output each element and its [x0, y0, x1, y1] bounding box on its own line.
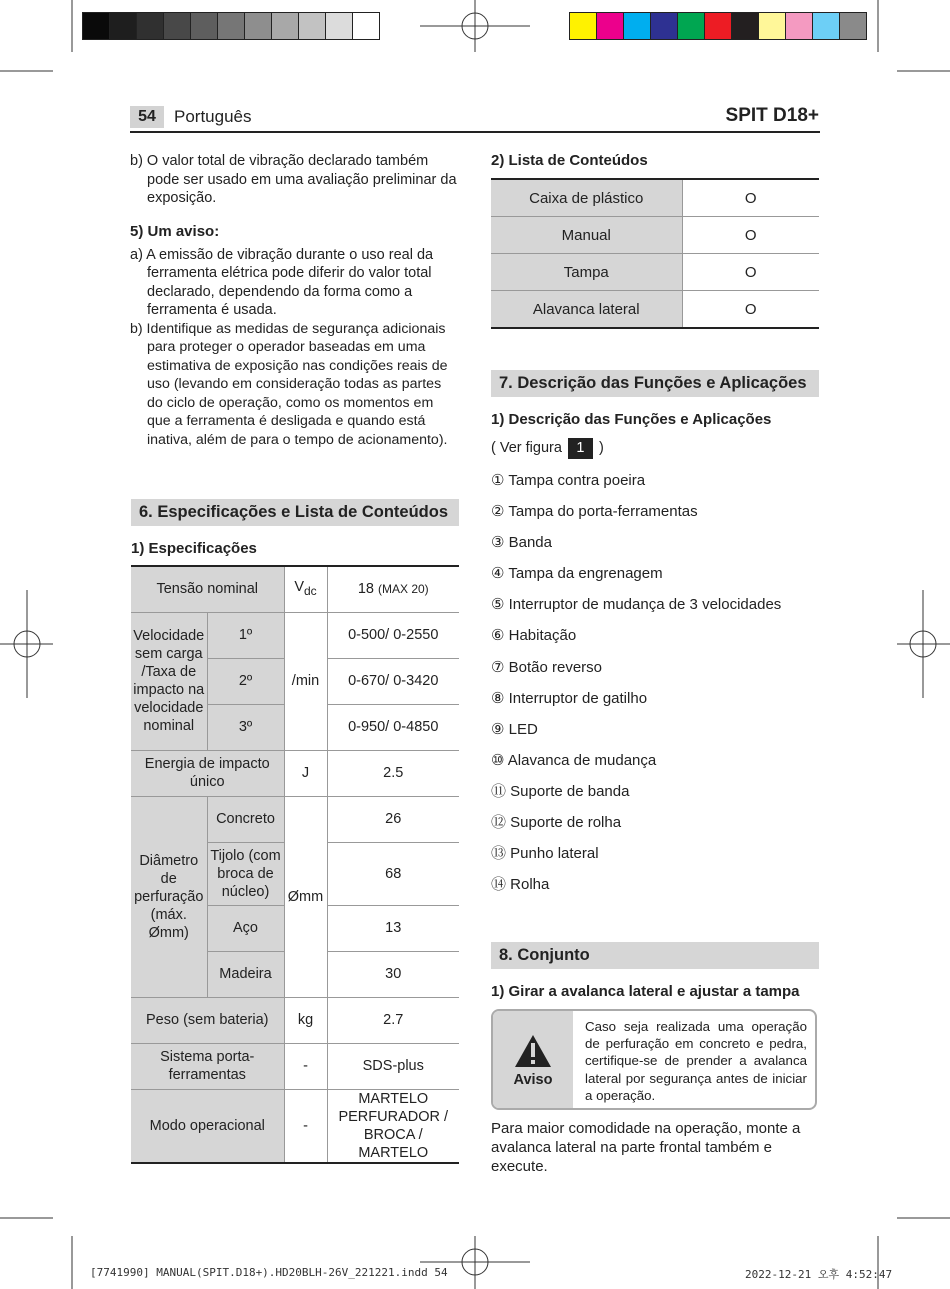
contents-table — [491, 178, 819, 329]
content-item: Manual — [491, 217, 682, 254]
steel-value: 13 — [327, 905, 459, 951]
speed-1-value: 0-500/ 0-2550 — [327, 612, 459, 658]
see-figure-suffix: ) — [598, 440, 604, 456]
page-number: 54 — [130, 106, 164, 128]
list-item: ② Tampa do porta-ferramentas — [491, 503, 698, 521]
mode-value: MARTELO PERFURADOR / BROCA / MARTELO — [327, 1089, 459, 1163]
parts-list — [491, 470, 781, 905]
model-name: SPIT D18+ — [725, 105, 819, 126]
brick-value: 68 — [327, 842, 459, 905]
section-7-title: 7. Descrição das Funções e Aplicações — [491, 370, 819, 397]
gear-3: 3º — [207, 704, 284, 750]
weight-unit: kg — [284, 997, 327, 1043]
content-mark: O — [682, 217, 819, 254]
tool-system-value: SDS-plus — [327, 1043, 459, 1089]
footer-timestamp: 2022-12-21 오후 4:52:47 — [745, 1268, 893, 1281]
tool-system-unit: - — [284, 1043, 327, 1089]
brick-label: Tijolo (com broca de núcleo) — [207, 842, 284, 905]
content-item: Alavanca lateral — [491, 291, 682, 329]
impact-value: 2.5 — [327, 750, 459, 796]
vibration-notes — [130, 152, 460, 208]
warning-text: Caso seja realizada uma operação de perfuração em concreto e pedra, certifique-se de prender a avalanca lateral por segurança antes de iniciar a operação. — [585, 1019, 807, 1103]
speed-3-value: 0-950/ 0-4850 — [327, 704, 459, 750]
list-item: ⑨ LED — [491, 720, 538, 738]
weight-label: Peso (sem bateria) — [131, 997, 284, 1043]
table-row — [491, 179, 819, 217]
voltage-value: 18 (MAX 20) — [327, 566, 459, 612]
tool-system-label: Sistema porta-ferramentas — [131, 1043, 284, 1089]
list-item: ⑧ Interruptor de gatilho — [491, 689, 648, 707]
list-item: ⑦ Botão reverso — [491, 658, 602, 676]
header-rule — [130, 131, 820, 133]
warning-item-a: a) A emissão de vibração durante o uso real da ferramenta elétrica pode diferir do valor total declarado, dependendo da forma como a ferramenta é usada. — [130, 246, 434, 318]
mode-label: Modo operacional — [131, 1089, 284, 1163]
diameter-unit: Ømm — [284, 796, 327, 997]
content-item: Tampa — [491, 254, 682, 291]
section-8-subtitle: 1) Girar a avalanca lateral e ajustar a tampa — [491, 983, 800, 1000]
speed-unit: /min — [284, 612, 327, 750]
table-row — [491, 291, 819, 329]
list-item: ⑤ Interruptor de mudança de 3 velocidades — [491, 596, 782, 614]
see-figure-prefix: ( Ver figura — [491, 440, 562, 456]
impact-energy-label: Energia de impacto único — [131, 750, 284, 796]
content-mark: O — [682, 291, 819, 329]
wood-value: 30 — [327, 951, 459, 997]
warning-icon-panel — [493, 1011, 573, 1108]
figure-number-badge: 1 — [568, 438, 593, 459]
impact-unit: J — [284, 750, 327, 796]
see-figure — [491, 438, 604, 459]
list-item: ⑫ Suporte de rolha — [491, 814, 622, 832]
list-item: ⑬ Punho lateral — [491, 845, 599, 863]
list-item: ③ Banda — [491, 534, 552, 552]
speed-2-value: 0-670/ 0-3420 — [327, 658, 459, 704]
specifications-table — [131, 565, 459, 1164]
footer-file-info: [7741990] MANUAL(SPIT.D18+).HD20BLH-26V_221221.indd 54 — [90, 1266, 448, 1279]
concrete-label: Concreto — [207, 796, 284, 842]
content-mark: O — [682, 179, 819, 217]
content-item: Caixa de plástico — [491, 179, 682, 217]
concrete-value: 26 — [327, 796, 459, 842]
mode-unit: - — [284, 1089, 327, 1163]
list-item: ⑭ Rolha — [491, 876, 550, 894]
warning-title: 5) Um aviso: — [130, 223, 220, 240]
language-label: Português — [174, 107, 252, 126]
gear-2: 2º — [207, 658, 284, 704]
voltage-unit: $V_{dc}$ — [284, 566, 327, 612]
warning-box — [491, 1009, 817, 1110]
section-8-title: 8. Conjunto — [491, 942, 819, 969]
vibration-note-b: b) O valor total de vibração declarado também pode ser usado em uma avaliação preliminar da exposição. — [130, 153, 457, 206]
section-6-title: 6. Especificações e Lista de Conteúdos — [131, 499, 459, 526]
weight-value: 2.7 — [327, 997, 459, 1043]
list-item: ⑪ Suporte de banda — [491, 782, 630, 800]
list-item: ⑩ Alavanca de mudança — [491, 751, 657, 769]
content-mark: O — [682, 254, 819, 291]
warning-item-b: b) Identifique as medidas de segurança adicionais para proteger o operador baseadas em uma estimativa de exposição nas condições reais de uso (levando em consideração todas as partes do ciclo de operação, como os momentos em que a ferramenta é desligada e quando está inativa, além de para o tempo de acionamento). — [130, 320, 448, 448]
speed-label: Velocidade sem carga /Taxa de impacto na velocidade nominal — [131, 612, 207, 750]
rated-voltage-label: Tensão nominal — [131, 566, 284, 612]
warning-label: Aviso — [513, 1072, 553, 1088]
wood-label: Madeira — [207, 951, 284, 997]
list-item: ① Tampa contra poeira — [491, 472, 646, 489]
drill-diameter-label: Diâmetro de perfuração (máx. Ømm) — [131, 796, 207, 997]
specs-title: 1) Especificações — [131, 540, 257, 557]
table-row — [491, 254, 819, 291]
table-row — [491, 217, 819, 254]
warning-block — [130, 223, 460, 449]
list-item: ⑥ Habitação — [491, 627, 577, 645]
list-item: ④ Tampa da engrenagem — [491, 565, 663, 583]
steel-label: Aço — [207, 905, 284, 951]
gear-1: 1º — [207, 612, 284, 658]
assembly-note: Para maior comodidade na operação, monte a avalanca lateral na parte frontal também e execute. — [491, 1120, 801, 1175]
contents-title: 2) Lista de Conteúdos — [491, 152, 648, 169]
section-7-subtitle: 1) Descrição das Funções e Aplicações — [491, 411, 772, 428]
